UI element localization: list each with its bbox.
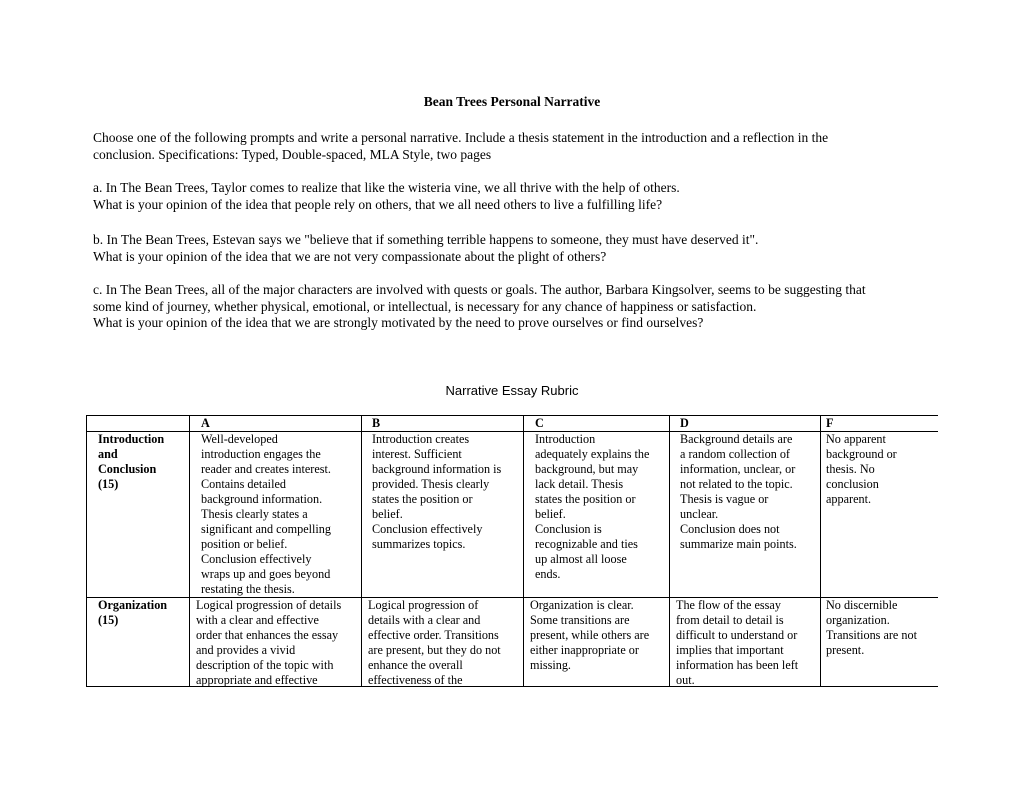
cell-text-line: ends.	[535, 567, 561, 581]
cell-text-line: Transitions are not	[826, 628, 917, 642]
cell-text-line: Some transitions are	[530, 613, 630, 627]
cell-text-line: background information is	[372, 462, 502, 476]
rubric-row-organization	[87, 598, 939, 688]
cell-text-line: Introduction	[98, 432, 165, 446]
cell-text-line: background or	[826, 447, 897, 461]
header-cell-b: B	[362, 416, 524, 432]
cell-text-line: Conclusion	[98, 462, 157, 476]
cell-text-line: information has been left	[676, 658, 799, 672]
text-line: Choose one of the following prompts and write a personal narrative. Include a thesis statement in the introduction and a reflection in the	[93, 130, 829, 145]
rubric-title: Narrative Essay Rubric	[445, 383, 579, 398]
cell-text-line: thesis. No	[826, 462, 875, 476]
cell-text-line: present.	[826, 643, 865, 657]
row-label	[87, 598, 190, 688]
cell-text-line: a random collection of	[680, 447, 790, 461]
cell-text-line: up almost all loose	[535, 552, 627, 566]
cell-text-line: Background details are	[680, 432, 793, 446]
cell-text-line: and	[98, 447, 118, 461]
cell-text-line: effectiveness of the	[368, 673, 463, 687]
header-cell-a: A	[190, 416, 362, 432]
cell-text-line: unclear.	[680, 507, 719, 521]
cell-text-line: summarize main points.	[680, 537, 797, 551]
text-line: What is your opinion of the idea that we are not very compassionate about the plight of others?	[93, 248, 607, 264]
cell-text-line: information, unclear, or	[680, 462, 796, 476]
cell-text-line: Organization is clear.	[530, 598, 634, 612]
cell-text-line: enhance the overall	[368, 658, 463, 672]
cell-text-line: introduction engages the	[201, 447, 321, 461]
rubric-cell-b	[362, 432, 524, 598]
cell-text-line: Well-developed	[201, 432, 278, 446]
cell-text-line: are present, but they do not	[368, 643, 501, 657]
prompt-a	[93, 180, 933, 213]
prompt-b	[93, 232, 933, 265]
cell-text-line: appropriate and effective	[196, 673, 318, 687]
cell-text-line: belief.	[372, 507, 403, 521]
header-cell-f: F	[821, 416, 939, 432]
cell-text-line: reader and creates interest.	[201, 462, 331, 476]
rubric-cell-a	[190, 432, 362, 598]
document-title: Bean Trees Personal Narrative	[423, 94, 601, 109]
row-label	[87, 432, 190, 598]
cell-text-line: Introduction creates	[372, 432, 470, 446]
cell-text-line: organization.	[826, 613, 890, 627]
cell-text-line: either inappropriate or	[530, 643, 639, 657]
text-line: What is your opinion of the idea that we are strongly motivated by the need to prove ourselves or find ourselves?	[93, 315, 704, 330]
cell-text-line: states the position or	[535, 492, 636, 506]
cell-text-line: apparent.	[826, 492, 872, 506]
cell-text-line: adequately explains the	[535, 447, 650, 461]
cell-text-line: The flow of the essay	[676, 598, 781, 612]
rubric-cell-d	[670, 432, 821, 598]
cell-text-line: summarizes topics.	[372, 537, 466, 551]
instructions-paragraph	[93, 130, 933, 163]
cell-text-line: present, while others are	[530, 628, 650, 642]
cell-text-line: Thesis clearly states a	[201, 507, 308, 521]
text-line: a. In The Bean Trees, Taylor comes to realize that like the wisteria vine, we all thrive with the help of others.	[93, 180, 680, 195]
rubric-cell-b	[362, 598, 524, 688]
rubric-row-introduction	[87, 432, 939, 598]
cell-text-line: interest. Sufficient	[372, 447, 462, 461]
header-cell-d: D	[670, 416, 821, 432]
cell-text-line: description of the topic with	[196, 658, 334, 672]
rubric-cell-f	[821, 432, 939, 598]
cell-text-line: not related to the topic.	[680, 477, 793, 491]
text-line: c. In The Bean Trees, all of the major characters are involved with quests or goals. The author, Barbara Kingsolver, seems to be suggesting that	[93, 282, 866, 297]
cell-text-line: No discernible	[826, 598, 898, 612]
cell-text-line: missing.	[530, 658, 571, 672]
cell-text-line: significant and compelling	[201, 522, 331, 536]
cell-text-line: Logical progression of	[368, 598, 479, 612]
text-line: b. In The Bean Trees, Estevan says we "believe that if something terrible happens to someone, they must have deserved it".	[93, 232, 759, 247]
rubric-cell-d	[670, 598, 821, 688]
cell-text-line: Logical progression of details	[196, 598, 342, 612]
cell-text-line: belief.	[535, 507, 566, 521]
text-line: some kind of journey, whether physical, emotional, or intellectual, is necessary for any chance of happiness or satisfaction.	[93, 298, 757, 314]
rubric-cell-c	[524, 432, 670, 598]
cell-text-line: conclusion	[826, 477, 879, 491]
rubric-cell-a	[190, 598, 362, 688]
rubric-cell-c	[524, 598, 670, 688]
cell-text-line: and provides a vivid	[196, 643, 296, 657]
cell-text-line: (15)	[98, 613, 119, 627]
cell-text-line: Conclusion is	[535, 522, 602, 536]
text-line: What is your opinion of the idea that people rely on others, that we all need others to live a fulfilling life?	[93, 196, 663, 212]
cell-text-line: Introduction	[535, 432, 596, 446]
cell-text-line: Organization	[98, 598, 168, 612]
cell-text-line: provided. Thesis clearly	[372, 477, 490, 491]
rubric-header-row	[87, 416, 939, 432]
cell-text-line: Conclusion does not	[680, 522, 780, 536]
rubric-table-container	[86, 415, 938, 687]
rubric-table	[86, 415, 938, 687]
cell-text-line: recognizable and ties	[535, 537, 638, 551]
cell-text-line: order that enhances the essay	[196, 628, 339, 642]
cell-text-line: Conclusion effectively	[372, 522, 483, 536]
cell-text-line: Conclusion effectively	[201, 552, 312, 566]
cell-text-line: from detail to detail is	[676, 613, 784, 627]
cell-text-line: Thesis is vague or	[680, 492, 769, 506]
header-cell	[87, 416, 190, 432]
cell-text-line: states the position or	[372, 492, 473, 506]
cell-text-line: wraps up and goes beyond	[201, 567, 331, 581]
cell-text-line: with a clear and effective	[196, 613, 319, 627]
cell-text-line: restating the thesis.	[201, 582, 295, 596]
cell-text-line: implies that important	[676, 643, 784, 657]
cell-text-line: No apparent	[826, 432, 886, 446]
header-cell-c: C	[524, 416, 670, 432]
text-line: conclusion. Specifications: Typed, Double-spaced, MLA Style, two pages	[93, 146, 492, 162]
cell-text-line: background, but may	[535, 462, 639, 476]
cell-text-line: effective order. Transitions	[368, 628, 499, 642]
cell-text-line: Contains detailed	[201, 477, 286, 491]
cell-text-line: lack detail. Thesis	[535, 477, 624, 491]
cell-text-line: position or belief.	[201, 537, 288, 551]
cell-text-line: difficult to understand or	[676, 628, 798, 642]
prompt-c	[93, 282, 933, 332]
cell-text-line: (15)	[98, 477, 119, 491]
cell-text-line: background information.	[201, 492, 323, 506]
cell-text-line: details with a clear and	[368, 613, 481, 627]
rubric-cell-f	[821, 598, 939, 688]
cell-text-line: out.	[676, 673, 695, 687]
